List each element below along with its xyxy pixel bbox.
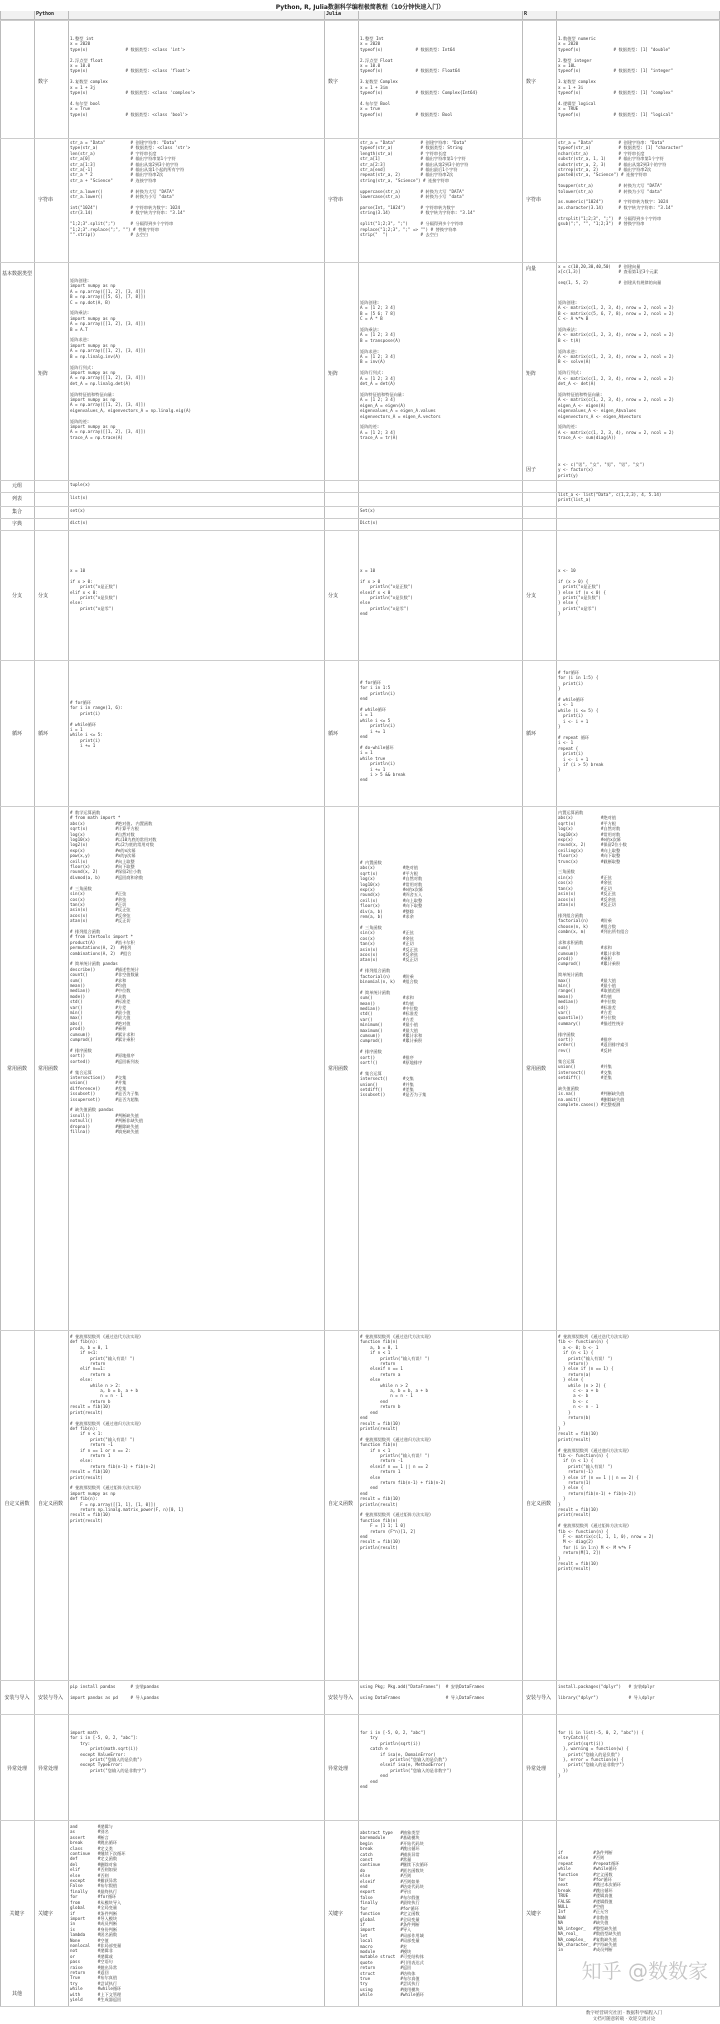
category-basic-types: 基本数据类型 <box>1 271 32 277</box>
grid-line <box>0 262 720 263</box>
julia-func-code: # 内置函数 abs(x) #绝对值 sqrt(x) #平方根 log(x) #自然对数 log10(x) #常用对数 exp(x) #e的x次幂 round(x) #四舍五入 ceil(x) #向上取整 floor(x) #向下取整 div(a, b) #整除 rem(a, b) #求余 # 三角函数 sin(x) #正弦 cos(x) #余弦 tan(x) #正切 asin(x) #反正弦 acos(x) #反余弦 atan(x) #反正切 # 排列组合函数 factorial(n) #阶乘 binomial(n, k) #组合数 # 简单统计函数 sum() #求和 mean() #均值 median() #中位数 std() #标准差 var() #方差 minimum() #最小值 maximum() #最大值 cumsum() #累计求和 cumprod() #累计乘积 # 排序函数 sort() #排序 sort!() #原地排序 # 集合运算 intersect() #交集 union() #并集 setdiff() #差集 issubset() #是否为子集 <box>360 860 427 1098</box>
julia-sub-number: 数字 <box>328 79 339 85</box>
julia-number-code: 1.整型 Int x = 2020 typeof(x) # 数据类型: Int64 2.浮点型 Float x = 10.0 typeof(x) # 数据类型: Float64 3.复数型 Complex x = 1 + 3im typeof(x) # 数据类型: Complex{Int64} 4.布尔型 Bool x = true typeof(x) # 数据类型: Bool <box>360 36 478 117</box>
r-factor-code: x <- c("男", "女", "男", "男", "女") y <- factor(x) print(y) <box>558 462 645 478</box>
r-sub-number: 数字 <box>526 79 537 85</box>
category-list: 列表 <box>11 496 22 502</box>
r-sub-matrix: 矩阵 <box>526 371 537 377</box>
julia-install-code: using Pkg; Pkg.add("DataFrames") # 安装DataFrames using DataFrames # 导入DataFrames <box>360 1684 485 1700</box>
grid-line <box>0 506 720 507</box>
julia-branch-code: x = 10 if x > 0 println("x是正数") elseif x < 0 println("x是负数") else println("x是零") end <box>360 568 413 617</box>
python-sub-string: 字符串 <box>38 197 54 203</box>
python-string-code: str_a = "Data" # 创建字符串: "Data" type(str_a) # 数据类型: <class 'str'> len(str_a) # 字符串长度 str_a[0] # 输出字符串第1个字符 str_a[1:3] # 输出从第2到3个的字符 str_a[-1] # 输出从第1个起的所有字符 str_a * 2 # 输出字符串2次 str_a + "Science" # 连接字符串 str_a.lower() # 转换为大写 "DATA" str_a.lower() # 转换为小写 "data" int("1024") # 字符串转为数字: 1024 str(3.14) # 数字转为字符串: "3.14" "1;2;3".split(";") # 分隔得到多个字符串 "1;2;3".replace(";", "") # 替换字符串 "".strip() # 去空白 <box>70 140 191 237</box>
python-sub-exception: 异常处理 <box>38 1766 59 1772</box>
python-exception-code: import math for i in [-5, 0, 2, "abc"]: try: print(math.sqrt(i)) except ValueError: print("您输入的是负数") except TypeError: print("您输入的是非数字") <box>70 1730 147 1773</box>
r-keyword-code: if #条件判断 else #否则 repeat #repeat循环 while #while循环 function #定义函数 for #for循环 next #跳过本次循环 break #跳出循环 TRUE #逻辑真值 FALSE #逻辑假值 NULL #空值 Inf #正无穷 NaN #非数值 NA #缺失值 NA_integer_ #整型缺失值 NA_real_ #数值型缺失值 NA_complex_ #复数缺失值 NA_character_ #字符缺失值 in #成员判断 <box>558 1850 621 1953</box>
grid-line <box>0 1330 720 1331</box>
category-loop: 循环 <box>11 731 22 737</box>
python-deffunc-code: # 斐波那契数列 (通过迭代方法实现) def fib(n): a, b = 0, 1 if n<1: print("输入有误! ") return elif n==1: return a else: while n > 2: a, b = b, a + b n = n - 1 return b result = fib(10) print(result) # 斐波那契数列 (通过递归方法实现) def fib(n): if n < 1: print("输入有误! ") return -1 if n == 1 or n == 2: return 1 else: return fib(n-1) + fib(n-2) result = fib(10) print(result) # 斐波那契数列 (通过矩阵方法实现) import numpy as np def fib(n): F = np.array([[1, 1], [1, 0]]) return np.linalg.matrix_power(F, n)[0, 1] result = fib(10) print(result) <box>70 1334 184 1523</box>
r-exception-code: for (i in list(-5, 0, 2, "abc")) { tryCatch({ print(sqrt(i)) }, warning = function(w) { print("您输入的是负数") }, error = function(e) { print("您输入的是非数字") }) } <box>558 1730 644 1779</box>
julia-exception-code: for i in [-5, 0, 2, "abc"] try println(sqrt(i)) catch e if isa(e, DomainError) println("您输入的是负数") elseif isa(e, MethodError) println("您输入的是非数字") end end end <box>360 1730 452 1790</box>
grid-line <box>556 11 557 2006</box>
r-deffunc-code: # 斐波那契数列 (通过迭代方法实现) fib <- function(n) { a <- 0; b <- 1 if (n < 1) { print("输入有误! ") return() } else if (n == 1) { return(a) } else { while (n > 2) { c <- a + b a <- b b <- c n <- n - 1 } return(b) } } result = fib(10) print(result) # 斐波那契数列 (通过递归方法实现) fib <- function(n) { if (n < 1) { print("输入有误! ") return(-1) } else if (n == 1 || n == 2) { return(1) } else { return(fib(n-1) + fib(n-2)) } } result = fib(10) print(result) # 斐波那契数列 (通过矩阵方法实现) fib <- function(n) { F <- matrix(c(1, 1, 1, 0), nrow = 2) M <- diag(2) for (i in 1:n) M <- M %*% F return(M[1, 2]) } result = fib(10) print(result) <box>558 1334 654 1572</box>
grid-line <box>522 11 523 2006</box>
python-list-code: list(x) <box>70 495 88 500</box>
category-set: 集合 <box>11 509 22 515</box>
python-install-code: pip install pandas # 安装pandas import pandas as pd # 导入pandas <box>70 1684 160 1700</box>
r-sub-func: 常用函数 <box>526 1066 547 1072</box>
grid-line <box>324 11 325 2006</box>
python-sub-loop: 循环 <box>38 731 49 737</box>
python-set-code: set(x) <box>70 508 86 513</box>
python-tuple-code: tuple(x) <box>70 482 91 487</box>
category-branch: 分支 <box>11 593 22 599</box>
r-sub-install: 安装与导入 <box>526 1695 552 1701</box>
grid-line <box>358 11 359 2006</box>
grid-line <box>0 518 720 519</box>
python-sub-branch: 分支 <box>38 593 49 599</box>
category-exception: 异常处理 <box>6 1766 27 1772</box>
category-tuple: 元组 <box>11 483 22 489</box>
grid-line <box>0 2006 720 2007</box>
grid-line <box>0 1714 720 1715</box>
r-sub-loop: 循环 <box>526 731 537 737</box>
r-sub-exception: 异常处理 <box>526 1766 547 1772</box>
category-common-functions: 常用函数 <box>6 1066 27 1072</box>
r-func-code: 内置运算函数 abs(x) #绝对值 sqrt(x) #平方根 log(x) #自然对数 log10(x) #常用对数 exp(x) #e的x次幂 round(x, 2) #保留2位小数 ceiling(x) #向上取整 floor(x) #向下取整 trunc(x) #截断取整 三角函数 sin(x) #正弦 cos(x) #余弦 tan(x) #正切 asin(x) #反正弦 acos(x) #反余弦 atan(x) #反正切 排列组合函数 factorial(n) #阶乘 choose(n, k) #组合数 combn(x, m) #列出所有组合 求和求积函数 sum() #求和 cumsum() #累计求和 prod() #乘积 cumprod() #累计乘积 简单统计函数 max() #最大值 min() #最小值 range() #取值范围 mean() #均值 median() #中位数 sd() #标准差 var() #方差 quantile() #分位数 summary() #描述性统计 排序函数 sort() #排序 order() #返回排序索引 rev() #反转 集合运算 union() #并集 intersect() #交集 setdiff() #差集 缺失值函数 is.na() #判断缺失值 na.omit() #删除缺失值 complete.cases() #完整观测 <box>558 810 629 1107</box>
grid-line <box>0 530 720 531</box>
category-other: 其他 <box>11 1991 22 1997</box>
r-list-code: list_a <- list("Data", c(1,2,3), 4, 5.14) print(list_a) <box>558 492 662 503</box>
grid-line <box>0 480 720 481</box>
r-sub-factor: 因子 <box>526 467 537 473</box>
julia-sub-keyword: 关键字 <box>328 1911 344 1917</box>
grid-line <box>68 11 69 2006</box>
grid-line <box>0 806 720 807</box>
python-sub-matrix: 矩阵 <box>38 371 49 377</box>
category-install: 安装与导入 <box>4 1695 30 1701</box>
r-sub-deffunc: 自定义函数 <box>526 1501 552 1507</box>
category-dict: 字典 <box>11 521 22 527</box>
r-sub-string: 字符串 <box>526 197 542 203</box>
r-sub-vector: 向量 <box>526 266 537 272</box>
footer-note: 数字经营研究社团 · 数据科学编程入门 文档可随意转载 · 欢迎交流讨论 <box>585 2011 663 2022</box>
python-sub-deffunc: 自定义函数 <box>38 1501 64 1507</box>
r-number-code: 1.数值型 numeric x = 2020 typeof(x) # 数据类型: [1] "double" 2.整型 integer x = 10L typeof(x) # 数据类型: [1] "integer" 3.复数型 complex x = 1 + 3i typeof(x) # 数据类型: [1] "complex" 4.逻辑型 logical x = TRUE typeof(x) # 数据类型: [1] "logical" <box>558 36 674 117</box>
r-sub-keyword: 关键字 <box>526 1911 542 1917</box>
python-sub-install: 安装与导入 <box>38 1695 64 1701</box>
r-install-code: install.packages("dplyr") # 安装dplyr library("dplyr") # 导入dplyr <box>558 1684 655 1700</box>
julia-set-code: Set(x) <box>360 508 376 513</box>
python-branch-code: x = 10 if x > 0: print("x是正数") elif x < 0: print("x是负数") else: print("x是零") <box>70 568 118 611</box>
watermark: 知乎 @数数家 <box>581 1959 708 1983</box>
r-sub-branch: 分支 <box>526 593 537 599</box>
header-python: Python <box>34 11 324 20</box>
julia-sub-func: 常用函数 <box>328 1066 349 1072</box>
python-sub-number: 数字 <box>38 79 49 85</box>
grid-line <box>0 1820 720 1821</box>
category-custom-functions: 自定义函数 <box>4 1501 30 1507</box>
julia-sub-deffunc: 自定义函数 <box>328 1501 354 1507</box>
julia-string-code: str_a = "Data" # 创建字符串: "Data" typeof(str_a) # 数据类型: String length(str_a) # 字符串长度 str_a[1] # 输出字符串第1个字符 str_a[2:3] # 输出从第2到3个的字符 str_a[end] # 输出最后1个字符 repeat(str_a, 2) # 输出字符串2次 string(str_a, "Science") # 连接字符串 uppercase(str_a) # 转换为大写 "DATA" lowercase(str_a) # 转换为小写 "data" parse(Int, "1024") # 字符串转为数字 string(3.14) # 数字转为字符串: "3.14" split("1;2;3", ";") # 分隔得到多个字符串 replace("1;2;3", ";" => "") # 替换字符串 strip(" ") # 去空白 <box>360 140 476 237</box>
grid-line <box>0 20 720 21</box>
julia-dict-code: Dict(x) <box>360 520 378 525</box>
julia-sub-install: 安装与导入 <box>328 1695 354 1701</box>
python-keyword-code: and #逻辑与 as #别名 assert #断言 break #跳出循环 class #定义类 continue #继续下次循环 def #定义函数 del #删除对象 elif #否则如果 else #否则 except #捕获异常 False #布尔假值 finally #最终执行 for #for循环 from #从模块导入 global #全局变量 if #条件判断 import #导入模块 in #成员判断 is #身份判断 lambda #匿名函数 None #空值 nonlocal #非局部变量 not #逻辑非 or #逻辑或 pass #空语句 raise #抛出异常 return #返回 True #布尔真值 try #尝试执行 while #while循环 with #上下文管理 yield #生成器返回 <box>70 1824 126 2002</box>
julia-sub-branch: 分支 <box>328 593 339 599</box>
grid-line <box>34 11 35 2006</box>
grid-line <box>0 11 1 2006</box>
julia-deffunc-code: # 斐波那契数列 (通过迭代方法实现) function fib(n) a, b = 0, 1 if n < 1 println("输入有误! ") return elseif n == 1 return a else while n > 2 a, b = b, a + b n = n - 1 end return b end end result = fib(10) println(result) # 斐波那契数列 (通过递归方法实现) function fib(n) if n < 1 println("输入有误! ") return -1 elseif n == 1 || n == 2 return 1 else return fib(n-1) + fib(n-2) end end result = fib(10) println(result) # 斐波那契数列 (通过矩阵方法实现) function fib(n) F = [1 1; 1 0] return (F^n)[1, 2] end result = fib(10) println(result) <box>360 1334 446 1550</box>
header-r: R <box>522 11 720 20</box>
grid-line <box>0 138 720 139</box>
python-func-code: # 数学运算函数 # from math import * abs(x) #绝对值, 内置函数 sqrt(x) #计算平方根 log(x) #自然对数 log10(x) #以10为底的常用对数 log2(x) #以2为底的常用对数 exp(x) #e的x次幂 pow(x,y) #x的y次幂 ceil(x) #向上取整 floor(x) #向下取整 round(x, 2) #保留2位小数 divmod(a, b) #返回商和余数 # 三角函数 sin(x) #正弦 cos(x) #余弦 tan(x) #正切 asin(x) #反正弦 acos(x) #反余弦 atan(x) #反正切 # 排列组合函数 # from itertools import * product(A) #笛卡尔积 permutations(A, 2) #排列 combinations(A, 2) #组合 # 简单统计函数 pandas describe() #描述性统计 count() #非空值数量 sum() #求和 mean() #均值 median() #中位数 mode() #众数 std() #标准差 var() #方差 min() #最小值 max() #最大值 abs() #绝对值 prod() #乘积 cumsum() #累计求和 cumprod() #累计乘积 # 排序函数 sort() #原地排序 sorted() #返回新列表 # 集合运算 intersection() #交集 union() #并集 difference() #差集 issubset() #是否为子集 issuperset() #是否为超集 # 缺失值函数 pandas isnull() #判断缺失值 notnull() #判断非缺失值 dropna() #删除缺失值 fillna() #填充缺失值 <box>70 810 157 1134</box>
r-branch-code: x <- 10 if (x > 0) { print("x是正数") } else if (x < 0) { print("x是负数") } else { print("x是零") } <box>558 568 606 617</box>
julia-sub-string: 字符串 <box>328 197 344 203</box>
python-matrix-code: 矩阵创建: import numpy as np A = np.array([[1, 2], [3, 4]]) B = np.array([[5, 6], [7, 8]]) C = np.dot(A, B) 矩阵乘法: import numpy as np A = np.array([[1, 2], [3, 4]]) B = A.T 矩阵求逆: import numpy as np A = np.array([[1, 2], [3, 4]]) B = np.linalg.inv(A) 矩阵行列式: import numpy as np A = np.array([[1, 2], [3, 4]]) det_A = np.linalg.det(A) 矩阵特征值和特征向量: import numpy as np A = np.array([[1, 2], [3, 4]]) eigenvalues_A, eigenvectors_A = np.linalg.eig(A) 矩阵的迹: import numpy as np A = np.array([[1, 2], [3, 4]]) trace_A = np.trace(A) <box>70 278 192 440</box>
julia-loop-code: # for循环 for i in 1:5 println(i) end # while循环 i = 1 while i <= 5 println(i) i += 1 end # do-while循环 i = 1 while true println(i) i += 1 i > 5 && break end <box>360 680 406 783</box>
julia-matrix-code: 矩阵创建: A = [1 2; 3 4] B = [5 6; 7 8] C = A * B 矩阵乘法: A = [1 2; 3 4] B = transpose(A) 矩阵求逆: A = [1 2; 3 4] B = inv(A) 矩阵行列式: A = [1 2; 3 4] det_A = det(A) 矩阵特征值和特征向量: A = [1 2; 3 4] eigen_A = eigen(A) eigenvalues_A = eigen_A.values eigenvectors_A = eigen_A.vectors 矩阵的迹: A = [1 2; 3 4] trace_A = tr(A) <box>360 300 441 441</box>
r-matrix-code: 矩阵创建: A <- matrix(c(1, 2, 3, 4), nrow = 2, ncol = 2) B <- matrix(c(5, 6, 7, 8), nrow = 2, ncol = 2) C <- A %*% B 矩阵乘法: A <- matrix(c(1, 2, 3, 4), nrow = 2, ncol = 2) B <- t(A) 矩阵求逆: A <- matrix(c(1, 2, 3, 4), nrow = 2, ncol = 2) B <- solve(A) 矩阵行列式: A <- matrix(c(1, 2, 3, 4), nrow = 2, ncol = 2) det_A <- det(A) 矩阵特征值和特征向量: A <- matrix(c(1, 2, 3, 4), nrow = 2, ncol = 2) eigen_A <- eigen(A) eigenvalues_A <- eigen_A$values eigenvectors_A <- eigen_A$vectors 矩阵的迹: A <- matrix(c(1, 2, 3, 4), nrow = 2, ncol = 2) trace_A <- sum(diag(A)) <box>558 300 674 441</box>
julia-sub-matrix: 矩阵 <box>328 371 339 377</box>
r-string-code: str_a = "Data" # 创建字符串: "Data" typeof(str_a) # 数据类型: [1] "character" nchar(str_a) # 字符串长度 substr(str_a, 1, 1) # 输出字符串第1个字符 substr(str_a, 2, 3) # 输出从第2到3个的字符 strrep(str_a, 2) # 输出字符串2次 paste0(str_a, "Science") # 连接字符串 toupper(str_a) # 转换为大写 "DATA" tolower(str_a) # 转换为小写 "data" as.numeric("1024") # 字符串转为数字: 1024 as.character(3.14) # 数字转为字符串: "3.14" strsplit("1;2;3", ";") # 分隔得到多个字符串 gsub(";", "", "1;2;3") # 替换字符串 <box>558 140 684 227</box>
header-julia: Julia <box>324 11 522 20</box>
python-sub-func: 常用函数 <box>38 1066 59 1072</box>
julia-keyword-code: abstract type #抽象类型 baremodule #基础模块 begin #开始代码块 break #跳出循环 catch #捕获异常 const #常量 continue #继续下次循环 do #匿名函数块 else #否则 elseif #否则如果 end #结束代码块 export #导出 false #布尔假值 finally #最终执行 for #for循环 function #定义函数 global #全局变量 if #条件判断 import #导入 let #局部作用域 local #局部变量 macro #宏 module #模块 mutable struct #可变结构体 quote #引用表达式 return #返回 struct #结构体 true #布尔真值 try #尝试执行 using #使用模块 while #while循环 <box>360 1830 428 1998</box>
grid-line <box>0 660 720 661</box>
python-dict-code: dict(x) <box>70 520 88 525</box>
category-keyword: 关键字 <box>9 1911 25 1917</box>
r-vector-code: x = c(10,20,30,40,50) # 创建向量 x[c(1,3)] # 查看第1至3个元素 seq(1, 5, 2) # 创建具有规律的向量 <box>558 264 662 286</box>
julia-sub-exception: 异常处理 <box>328 1766 349 1772</box>
python-number-code: 1.整型 int x = 2020 type(x) # 数据类型: <class 'int'> 2.浮点型 float x = 10.0 type(x) # 数据类型: <class 'float'> 3.复数型 complex x = 1 + 3j type(x) # 数据类型: <class 'complex'> 4.布尔型 bool x = True type(x) # 数据类型: <class 'bool'> <box>70 36 196 117</box>
python-sub-keyword: 关键字 <box>38 1911 54 1917</box>
julia-sub-loop: 循环 <box>328 731 339 737</box>
r-loop-code: # for循环 for (i in 1:5) { print(i) } # while循环 i <- 1 while (i <= 5) { print(i) i <- i + 1 } # repeat 循环 i <- 1 repeat { print(i) i <- i + 1 if (i > 5) break } <box>558 670 604 773</box>
grid-line <box>0 1680 720 1681</box>
python-loop-code: # for循环 for i in range(1, 6): print(i) # while循环 i = 1 while i <= 5: print(i) i += 1 <box>70 700 123 749</box>
page-title: Python, R, Julia数据科学编程极简教程（10分钟快速入门） <box>275 4 445 11</box>
